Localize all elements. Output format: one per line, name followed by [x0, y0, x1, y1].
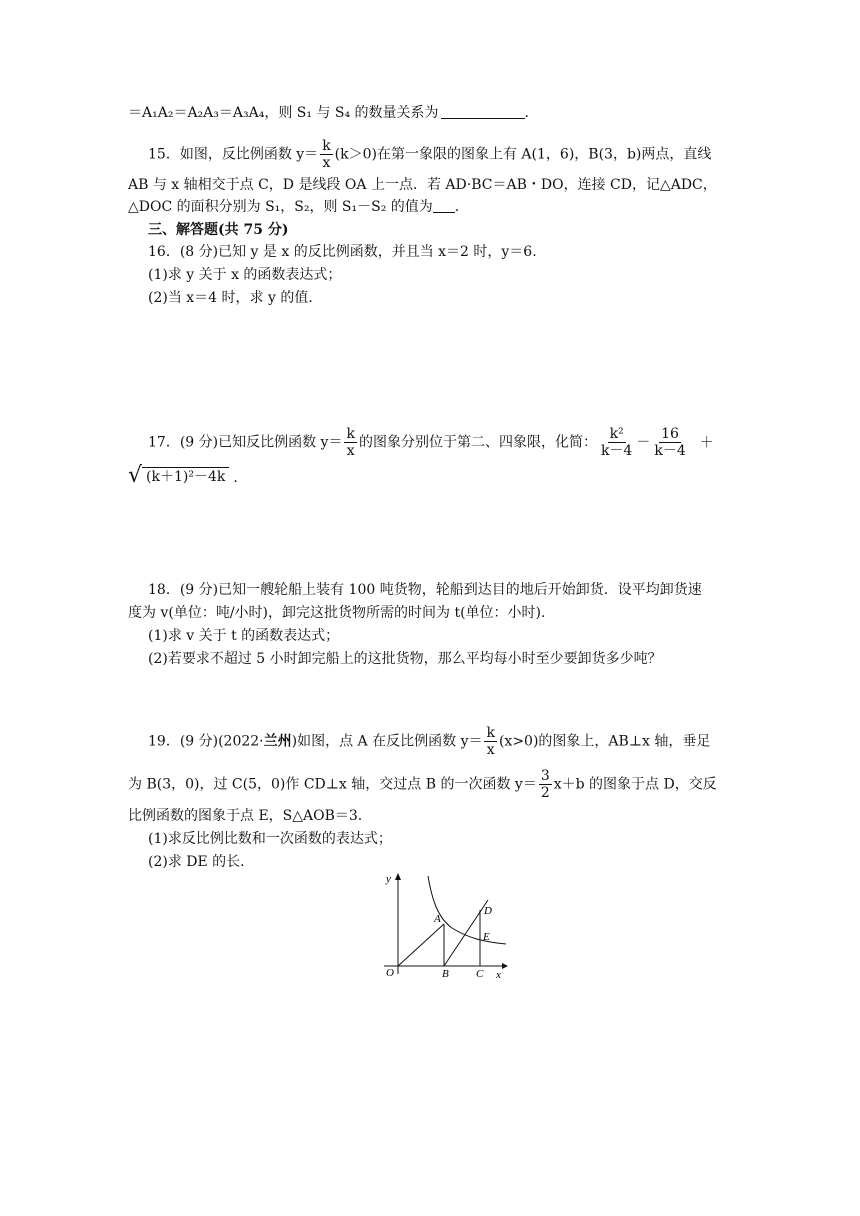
fraction-numerator: 16	[661, 426, 679, 442]
q15-line-2	[128, 175, 717, 195]
q17-line-2	[128, 463, 238, 488]
q19-fraction-3-over-2	[539, 768, 552, 801]
q16-stem: 16．(8 分)已知 y 是 x 的反比例函数，并且当 x＝2 时，y＝6.	[148, 244, 537, 260]
q19-fraction-k-over-x	[484, 725, 496, 758]
q15-answer-blank	[433, 198, 455, 213]
q15-text-a: 15．如图，反比例函数 y＝	[148, 146, 319, 163]
q18-line-2: 度为 v(单位：吨/小时)，卸完这批货物所需的时间为 t(单位：小时).	[128, 605, 546, 621]
label-x: x	[496, 969, 501, 980]
segment-oa	[398, 924, 444, 966]
radicand: (k＋1)²－4k	[142, 467, 229, 486]
fraction-numerator: k	[322, 138, 331, 154]
q19-text-d: 为 B(3，0)，过 C(5，0)作 CD⊥x 轴，交过点 B 的一次函数 y＝	[128, 776, 537, 793]
q17-square-root	[128, 463, 229, 488]
hyperbola-curve	[428, 876, 506, 944]
q18-part-2: (2)若要求不超过 5 小时卸完船上的这批货物，那么平均每小时至少要卸货多少吨？	[148, 651, 662, 667]
q15-text-b: (k＞0)在第一象限的图象上有 A(1，6)，B(3，b)两点，直线	[334, 146, 712, 163]
q14-tail-line	[128, 103, 529, 123]
q19-line-1	[148, 725, 710, 758]
q18-part-1: (1)求 v 关于 t 的函数表达式；	[148, 628, 340, 644]
q19-text-c: (x>0)的图象上，AB⊥x 轴，垂足	[498, 733, 711, 750]
q14-answer-blank	[441, 104, 525, 119]
label-e: E	[483, 931, 490, 943]
fraction-denominator: x	[486, 742, 495, 758]
fraction-numerator: k	[486, 725, 495, 741]
label-c: C	[476, 968, 484, 980]
q17-fraction-1	[599, 426, 634, 459]
fraction-denominator: k－4	[600, 443, 633, 459]
q19-text-e: x＋b 的图象于点 D，交反	[553, 776, 717, 793]
q15-line-1	[148, 138, 711, 171]
y-axis-arrow-icon	[395, 873, 401, 880]
q14-tail-text: ＝A₁A₂＝A₂A₃＝A₃A₄，则 S₁ 与 S₄ 的数量关系为	[128, 105, 439, 121]
fraction-denominator: 2	[540, 785, 550, 801]
q19-text-b: )如图，点 A 在反比例函数 y＝	[291, 733, 483, 750]
q15-text-l3: △DOC 的面积分别为 S₁，S₂，则 S₁－S₂ 的值为	[128, 199, 433, 215]
label-b: B	[442, 968, 449, 980]
section-3-heading: 三、解答题(共 75 分)	[148, 222, 289, 238]
q15-line-3	[128, 197, 459, 217]
q19-text-a: 19．(9 分)(2022·	[148, 733, 264, 750]
q17-plus: ＋	[699, 434, 714, 451]
label-y: y	[386, 873, 391, 885]
q17-fraction-2	[652, 426, 687, 459]
radical-sign-icon: √	[128, 463, 143, 488]
fraction-denominator: x	[346, 443, 355, 459]
q15-fraction-k-over-x	[320, 138, 332, 171]
q19-line-2	[128, 768, 717, 801]
q17-text-a: 17．(9 分)已知反比例函数 y＝	[148, 434, 343, 451]
q15-end: .	[454, 199, 460, 215]
q19-part-2: (2)求 DE 的长．	[148, 854, 255, 870]
fraction-denominator: x	[322, 155, 331, 171]
q19-source-city: 兰州	[263, 733, 292, 750]
x-axis-arrow-icon	[502, 963, 508, 969]
q17-fraction-k-over-x	[344, 426, 356, 459]
label-a: A	[434, 913, 441, 925]
q14-tail-end: .	[524, 105, 529, 121]
fraction-denominator: k－4	[654, 443, 686, 459]
line-bd	[444, 900, 488, 966]
label-d: D	[484, 905, 492, 917]
q18-line-1: 18．(9 分)已知一艘轮船上装有 100 吨货物，轮船到达目的地后开始卸货．设平均卸货速	[148, 582, 702, 598]
q17-text-b: 的图象分别位于第二、四象限，化简：	[358, 434, 597, 451]
q19-line-3: 比例函数的图象于点 E，S△AOB＝3.	[128, 808, 363, 824]
q16-part-2: (2)当 x＝4 时，求 y 的值．	[148, 290, 323, 306]
q17-end: .	[233, 470, 238, 486]
q15-text-l2: AB 与 x 轴相交于点 C，D 是线段 OA 上一点．若 AD·BC＝AB・DO，连接 CD，记△ADC，	[128, 177, 717, 193]
fraction-numerator: k	[346, 426, 355, 442]
q17-line-1	[148, 426, 714, 459]
fraction-numerator: 3	[540, 768, 550, 784]
fraction-numerator: k²	[609, 426, 624, 442]
q19-part-1: (1)求反比例比数和一次函数的表达式；	[148, 831, 392, 847]
q19-figure	[372, 870, 512, 980]
q16-part-1: (1)求 y 关于 x 的函数表达式；	[148, 267, 342, 283]
label-o: O	[386, 967, 394, 979]
q17-minus: －	[636, 434, 651, 451]
